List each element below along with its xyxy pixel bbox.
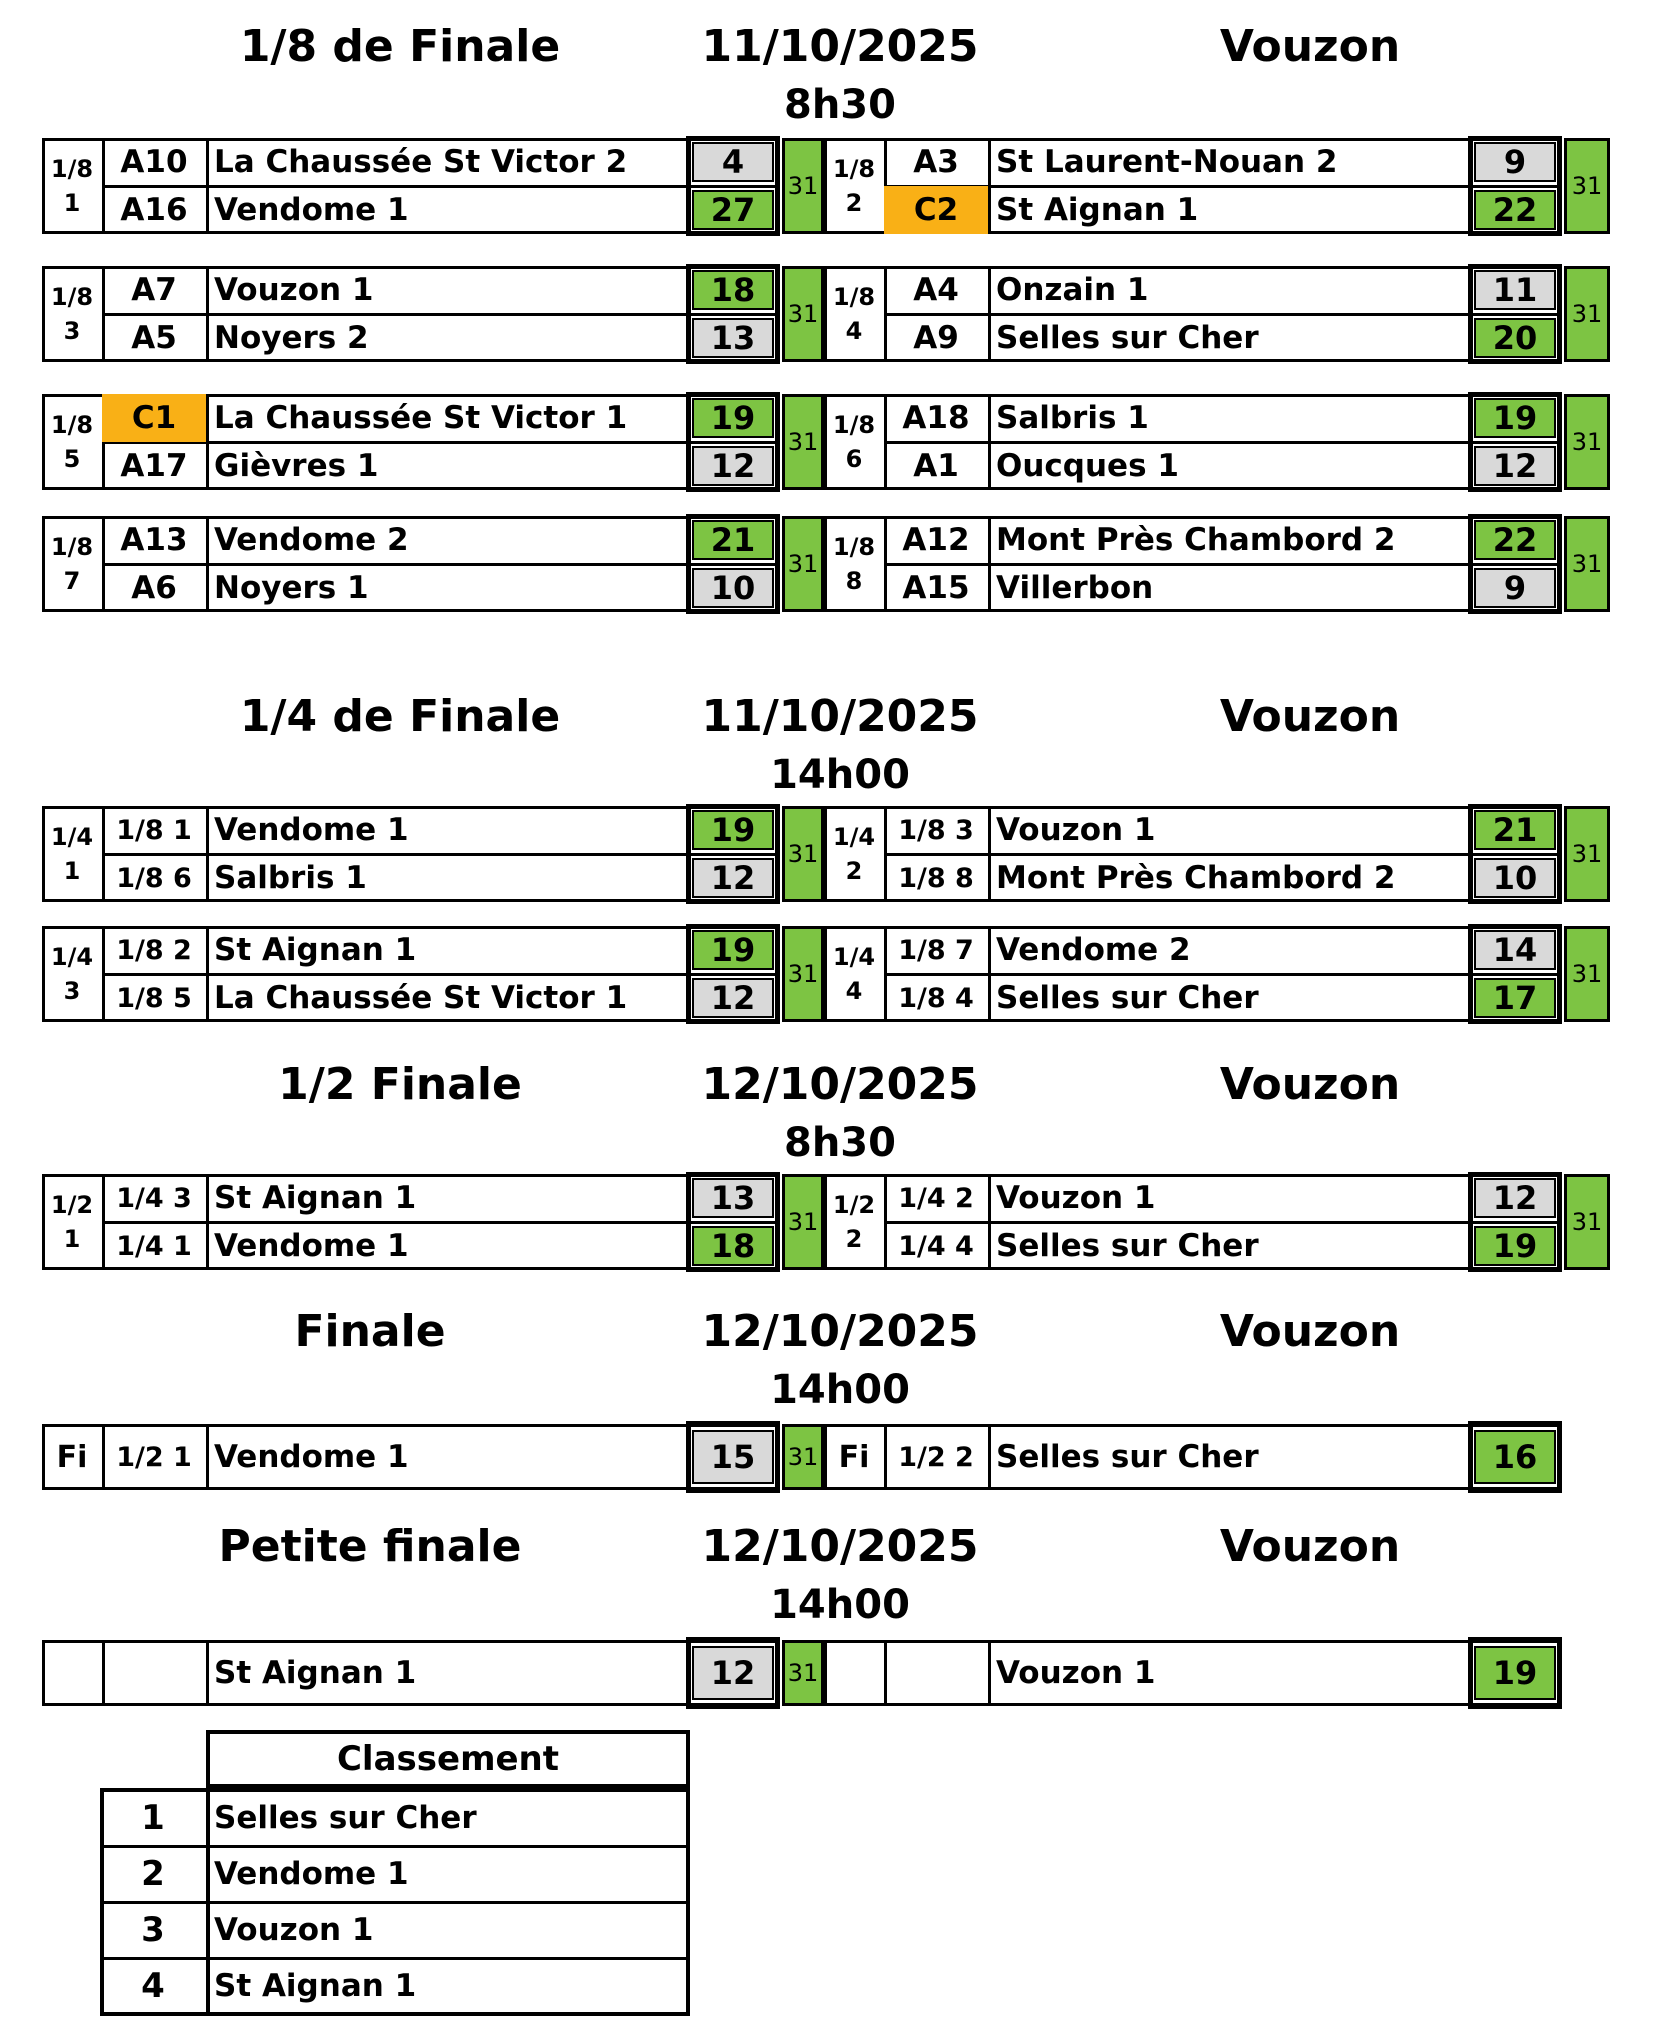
match-label	[42, 394, 102, 490]
final-team: Vendome 1	[214, 1439, 409, 1475]
match-number: 6	[845, 445, 863, 473]
match-number: 5	[63, 445, 81, 473]
team-bottom-score: 22	[1474, 190, 1556, 230]
section-date: 11/10/2025	[701, 21, 979, 72]
match-label	[824, 394, 884, 490]
team-top-score: 11	[1474, 270, 1556, 310]
team-bottom-team: St Aignan 1	[996, 192, 1199, 228]
match-number: 4	[845, 977, 863, 1005]
team-bottom-score: 19	[1474, 1226, 1556, 1266]
match-round: 1/4	[832, 823, 876, 851]
section-place: Vouzon	[1219, 1059, 1401, 1110]
team-top-team: Salbris 1	[996, 400, 1149, 436]
section-time: 8h30	[784, 1120, 896, 1166]
team-bottom-team: Noyers 1	[214, 570, 369, 606]
team-bottom-team: Noyers 2	[214, 320, 369, 356]
section-title: 1/4 de Finale	[239, 691, 561, 742]
final-label	[824, 1640, 884, 1706]
team-bottom-team: Salbris 1	[214, 860, 367, 896]
section-title: Finale	[294, 1306, 446, 1357]
score-box	[686, 1172, 780, 1272]
team-top-team: La Chaussée St Victor 1	[214, 400, 628, 436]
classement-rank: 4	[141, 1966, 165, 2006]
team-top-team: La Chaussée St Victor 2	[214, 144, 628, 180]
score-box	[686, 804, 780, 904]
score-box	[1468, 1637, 1562, 1709]
team-bottom-code: 1/8 6	[116, 862, 192, 894]
section-time: 14h00	[770, 1367, 910, 1413]
team-bottom-team: Gièvres 1	[214, 448, 379, 484]
team-top-score: 19	[692, 810, 774, 850]
team-bottom-score: 10	[1474, 858, 1556, 898]
points-cell: 31	[1564, 394, 1610, 490]
team-top-code: A7	[131, 272, 177, 308]
team-top-score: 14	[1474, 930, 1556, 970]
team-top-score: 12	[1474, 1178, 1556, 1218]
score-box	[1468, 924, 1562, 1024]
classement-team: Vouzon 1	[214, 1912, 374, 1948]
match-round: 1/2	[832, 1191, 876, 1219]
match-number: 2	[845, 857, 863, 885]
points-cell: 31	[1564, 266, 1610, 362]
team-top-team: Vouzon 1	[996, 1180, 1156, 1216]
score-box	[686, 514, 780, 614]
points-cell: 31	[1564, 138, 1610, 234]
team-top-score: 9	[1474, 142, 1556, 182]
team-top-team: St Aignan 1	[214, 932, 417, 968]
team-top-score: 13	[692, 1178, 774, 1218]
points-cell: 31	[1564, 926, 1610, 1022]
match-label	[42, 926, 102, 1022]
team-bottom-code: A6	[131, 570, 177, 606]
score-box	[686, 1637, 780, 1709]
team-bottom-score: 12	[692, 858, 774, 898]
match-label	[824, 516, 884, 612]
points-cell: 31	[782, 266, 824, 362]
score-box	[686, 392, 780, 492]
section-date: 12/10/2025	[701, 1306, 979, 1357]
match-round: 1/2	[50, 1191, 94, 1219]
classement-rank: 3	[141, 1910, 165, 1950]
final-label: Fi	[56, 1439, 88, 1475]
score-box	[1468, 804, 1562, 904]
team-bottom-score: 27	[692, 190, 774, 230]
team-top-code: A10	[120, 144, 188, 180]
match-number: 3	[63, 977, 81, 1005]
score-box	[686, 924, 780, 1024]
section-date: 12/10/2025	[701, 1059, 979, 1110]
points-cell: 31	[782, 926, 824, 1022]
final-score: 19	[1474, 1646, 1556, 1700]
team-bottom-team: Vendome 1	[214, 1228, 409, 1264]
team-bottom-code: 1/8 4	[898, 982, 974, 1014]
classement-rank: 1	[141, 1798, 165, 1838]
final-label	[42, 1640, 102, 1706]
score-box	[686, 136, 780, 236]
score-box	[1468, 1172, 1562, 1272]
team-top-code: 1/4 3	[116, 1182, 192, 1214]
final-label: Fi	[838, 1439, 870, 1475]
match-number: 3	[63, 317, 81, 345]
match-label	[42, 266, 102, 362]
team-top-code: A4	[913, 272, 959, 308]
team-top-code: 1/8 3	[898, 814, 974, 846]
points-cell: 31	[782, 516, 824, 612]
team-bottom-code: A9	[913, 320, 959, 356]
final-score: 16	[1474, 1430, 1556, 1484]
match-round: 1/4	[50, 823, 94, 851]
team-bottom-code: A1	[913, 448, 959, 484]
section-place: Vouzon	[1219, 1521, 1401, 1572]
section-time: 8h30	[784, 82, 896, 128]
team-top-score: 18	[692, 270, 774, 310]
team-bottom-score: 12	[1474, 446, 1556, 486]
match-label	[42, 138, 102, 234]
points-cell: 31	[1564, 516, 1610, 612]
team-top-code: A18	[902, 400, 970, 436]
team-top-score: 19	[692, 930, 774, 970]
team-bottom-team: Villerbon	[996, 570, 1154, 606]
team-bottom-score: 10	[692, 568, 774, 608]
section-title: 1/8 de Finale	[239, 21, 561, 72]
team-bottom-score: 13	[692, 318, 774, 358]
team-bottom-team: La Chaussée St Victor 1	[214, 980, 628, 1016]
team-bottom-score: 20	[1474, 318, 1556, 358]
match-number: 2	[845, 1225, 863, 1253]
match-round: 1/8	[832, 155, 876, 183]
points-cell: 31	[782, 394, 824, 490]
score-box	[1468, 514, 1562, 614]
match-round: 1/4	[832, 943, 876, 971]
team-top-code: A13	[120, 522, 188, 558]
classement-team: Vendome 1	[214, 1856, 409, 1892]
final-code	[884, 1640, 988, 1706]
classement-team: Selles sur Cher	[214, 1800, 477, 1836]
match-round: 1/8	[832, 283, 876, 311]
match-label	[824, 138, 884, 234]
score-box	[1468, 264, 1562, 364]
final-team: Selles sur Cher	[996, 1439, 1259, 1475]
final-code: 1/2 1	[116, 1441, 192, 1473]
match-number: 8	[845, 567, 863, 595]
final-code	[102, 1640, 206, 1706]
match-label	[42, 806, 102, 902]
match-round: 1/8	[50, 411, 94, 439]
match-round: 1/4	[50, 943, 94, 971]
section-date: 11/10/2025	[701, 691, 979, 742]
section-time: 14h00	[770, 1582, 910, 1628]
team-top-score: 19	[1474, 398, 1556, 438]
team-bottom-code: A5	[131, 320, 177, 356]
final-score: 15	[692, 1430, 774, 1484]
team-bottom-code: 1/4 1	[116, 1230, 192, 1262]
section-time: 14h00	[770, 752, 910, 798]
match-number: 2	[845, 189, 863, 217]
team-top-code: C1	[102, 394, 206, 442]
team-top-code: A3	[913, 144, 959, 180]
match-round: 1/8	[50, 155, 94, 183]
classement-title: Classement	[336, 1739, 560, 1779]
score-box	[1468, 392, 1562, 492]
team-bottom-code: 1/8 5	[116, 982, 192, 1014]
team-top-score: 21	[692, 520, 774, 560]
final-team: Vouzon 1	[996, 1655, 1156, 1691]
section-title: 1/2 Finale	[278, 1059, 522, 1110]
team-top-score: 19	[692, 398, 774, 438]
match-number: 4	[845, 317, 863, 345]
section-title: Petite finale	[218, 1521, 522, 1572]
score-box	[686, 264, 780, 364]
team-bottom-team: Selles sur Cher	[996, 320, 1259, 356]
match-number: 1	[63, 1225, 81, 1253]
points-cell: 31	[782, 1174, 824, 1270]
team-bottom-score: 9	[1474, 568, 1556, 608]
match-number: 1	[63, 857, 81, 885]
points-cell: 31	[782, 1640, 824, 1706]
team-bottom-team: Oucques 1	[996, 448, 1179, 484]
team-top-team: Onzain 1	[996, 272, 1149, 308]
match-round: 1/8	[832, 411, 876, 439]
team-bottom-score: 18	[692, 1226, 774, 1266]
match-label	[824, 1174, 884, 1270]
points-cell: 31	[782, 806, 824, 902]
team-bottom-code: A16	[120, 192, 188, 228]
team-bottom-code: 1/8 8	[898, 862, 974, 894]
team-bottom-team: Vendome 1	[214, 192, 409, 228]
team-bottom-team: Selles sur Cher	[996, 1228, 1259, 1264]
section-place: Vouzon	[1219, 21, 1401, 72]
team-top-code: 1/8 1	[116, 814, 192, 846]
match-label	[824, 926, 884, 1022]
final-code: 1/2 2	[898, 1441, 974, 1473]
match-label	[42, 1174, 102, 1270]
team-top-team: Vendome 2	[996, 932, 1191, 968]
match-number: 7	[63, 567, 81, 595]
team-bottom-code: C2	[884, 186, 988, 234]
team-top-team: Vouzon 1	[996, 812, 1156, 848]
match-round: 1/8	[50, 533, 94, 561]
classement-team: St Aignan 1	[214, 1968, 417, 2004]
final-team: St Aignan 1	[214, 1655, 417, 1691]
points-cell: 31	[782, 1424, 824, 1490]
section-place: Vouzon	[1219, 1306, 1401, 1357]
match-label	[824, 266, 884, 362]
match-round: 1/8	[832, 533, 876, 561]
team-top-code: 1/8 2	[116, 934, 192, 966]
classement-rank: 2	[141, 1854, 165, 1894]
score-box	[686, 1421, 780, 1493]
team-top-score: 21	[1474, 810, 1556, 850]
team-top-score: 22	[1474, 520, 1556, 560]
team-top-team: Vouzon 1	[214, 272, 374, 308]
score-box	[1468, 136, 1562, 236]
team-top-team: Vendome 2	[214, 522, 409, 558]
match-number: 1	[63, 189, 81, 217]
points-cell: 31	[1564, 1174, 1610, 1270]
team-bottom-team: Mont Près Chambord 2	[996, 860, 1396, 896]
team-bottom-code: 1/4 4	[898, 1230, 974, 1262]
team-top-team: St Laurent-Nouan 2	[996, 144, 1338, 180]
match-label	[42, 516, 102, 612]
team-top-code: A12	[902, 522, 970, 558]
team-bottom-score: 17	[1474, 978, 1556, 1018]
team-top-team: Mont Près Chambord 2	[996, 522, 1396, 558]
team-top-team: St Aignan 1	[214, 1180, 417, 1216]
team-top-score: 4	[692, 142, 774, 182]
team-top-team: Vendome 1	[214, 812, 409, 848]
team-top-code: 1/8 7	[898, 934, 974, 966]
score-box	[1468, 1421, 1562, 1493]
match-label	[824, 806, 884, 902]
team-top-code: 1/4 2	[898, 1182, 974, 1214]
match-round: 1/8	[50, 283, 94, 311]
team-bottom-score: 12	[692, 978, 774, 1018]
points-cell: 31	[782, 138, 824, 234]
final-score: 12	[692, 1646, 774, 1700]
points-cell: 31	[1564, 806, 1610, 902]
team-bottom-score: 12	[692, 446, 774, 486]
section-date: 12/10/2025	[701, 1521, 979, 1572]
team-bottom-team: Selles sur Cher	[996, 980, 1259, 1016]
team-bottom-code: A17	[120, 448, 188, 484]
team-bottom-code: A15	[902, 570, 970, 606]
section-place: Vouzon	[1219, 691, 1401, 742]
